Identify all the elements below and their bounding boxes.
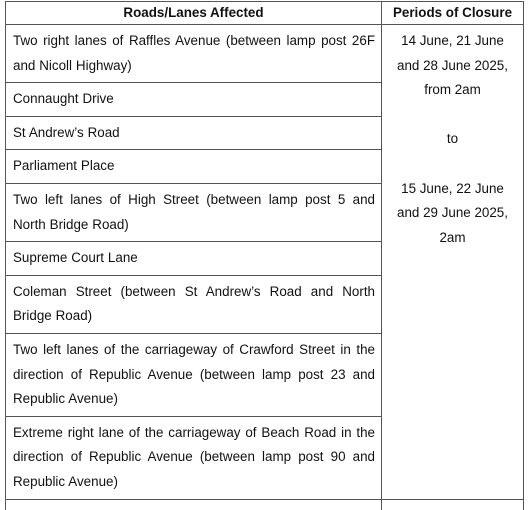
period-start-line: and 28 June 2025, xyxy=(397,57,508,73)
period-connector: to xyxy=(446,131,459,147)
table-row xyxy=(6,25,524,83)
road-closure-table xyxy=(5,1,524,510)
road-cell: Supreme Court Lane xyxy=(6,242,382,276)
period-start-line: from 2am xyxy=(424,82,481,98)
road-closure-table-container xyxy=(5,1,523,510)
road-cell: Parliament Place xyxy=(6,150,382,184)
closure-period-cell xyxy=(382,25,524,500)
header-roads-affected: Roads/Lanes Affected xyxy=(6,2,382,25)
tail-cell xyxy=(6,499,382,510)
road-cell: Extreme right lane of the carriageway of Beach Road in the direction of Republic Avenue (between lamp post 90 and Republic Avenue) xyxy=(6,416,382,499)
road-cell: Coleman Street (between St Andrew’s Road and North Bridge Road) xyxy=(6,275,382,333)
period-end-line: and 29 June 2025, xyxy=(397,205,508,221)
road-cell: Two right lanes of Raffles Avenue (between lamp post 26F and Nicoll Highway) xyxy=(6,25,382,83)
period-start-line: 14 June, 21 June xyxy=(401,33,504,48)
period-spacer xyxy=(386,152,519,177)
period-end-line: 2am xyxy=(439,229,466,245)
period-spacer xyxy=(386,103,519,128)
tail-cell xyxy=(382,499,524,510)
header-row xyxy=(6,2,524,25)
header-periods-of-closure: Periods of Closure xyxy=(382,2,524,25)
road-cell: Two left lanes of the carriageway of Crawford Street in the direction of Republic Avenue (between lamp post 23 and Republic Avenue) xyxy=(6,333,382,416)
road-cell: Connaught Drive xyxy=(6,83,382,117)
table-tail-row xyxy=(6,499,524,510)
road-cell: Two left lanes of High Street (between lamp post 5 and North Bridge Road) xyxy=(6,183,382,241)
road-cell: St Andrew’s Road xyxy=(6,116,382,150)
period-end-line: 15 June, 22 June xyxy=(401,180,504,196)
